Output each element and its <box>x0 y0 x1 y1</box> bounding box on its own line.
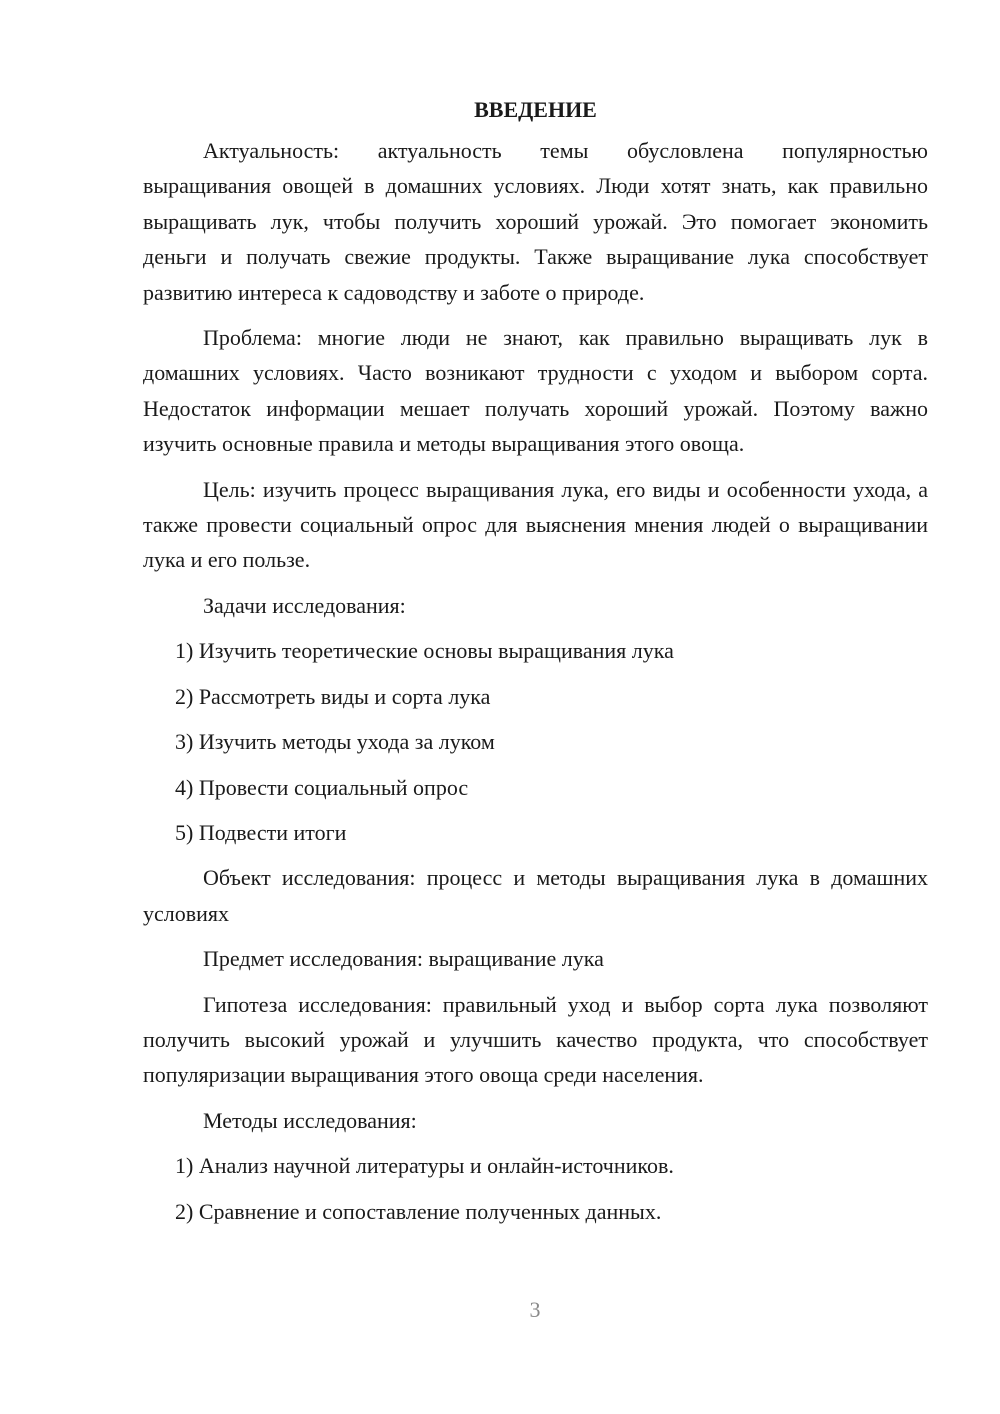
object-paragraph: Объект исследования: процесс и методы выращивания лука в домашних условиях <box>143 865 928 926</box>
problem-paragraph: Проблема: многие люди не знают, как правильно выращивать лук в домашних условиях. Часто возникают трудности с уходом и выбором сорта. Недостаток информации мешает получать хороший урожай. Поэтому важно изучить основные правила и методы выращивания этого овоща. <box>143 325 928 457</box>
relevance-paragraph: Актуальность: актуальность темы обусловлена популярностью выращивания овощей в домашних условиях. Люди хотят знать, как правильно выращивать лук, чтобы получить хороший урожай. Это помогает экономить деньги и получать свежие продукты. Также выращивание лука способствует развитию интереса к садоводству и заботе о природе. <box>143 138 928 305</box>
task-item-2: 2) Рассмотреть виды и сорта лука <box>175 683 491 709</box>
task-item-3: 3) Изучить методы ухода за луком <box>175 729 495 755</box>
task-item-1: 1) Изучить теоретические основы выращивания лука <box>175 638 674 664</box>
method-item-2: 2) Сравнение и сопоставление полученных данных. <box>175 1198 662 1224</box>
page-title: ВВЕДЕНИЕ <box>474 97 597 122</box>
task-item-4: 4) Провести социальный опрос <box>175 774 469 800</box>
method-item-1: 1) Анализ научной литературы и онлайн-источников. <box>175 1153 674 1179</box>
page-number: 3 <box>529 1297 541 1322</box>
hypothesis-paragraph: Гипотеза исследования: правильный уход и выбор сорта лука позволяют получить высокий урожай и улучшить качество продукта, что способствует популяризации выращивания этого овоща среди населения. <box>143 991 928 1088</box>
task-item-5: 5) Подвести итоги <box>175 819 347 845</box>
page-content <box>143 92 928 1239</box>
methods-title: Методы исследования: <box>203 1107 417 1133</box>
goal-paragraph: Цель: изучить процесс выращивания лука, его виды и особенности ухода, а также провести социальный опрос для выяснения мнения людей о выращивании лука и его пользе. <box>143 476 928 573</box>
tasks-title: Задачи исследования: <box>203 592 406 618</box>
subject-paragraph: Предмет исследования: выращивание лука <box>203 946 604 972</box>
